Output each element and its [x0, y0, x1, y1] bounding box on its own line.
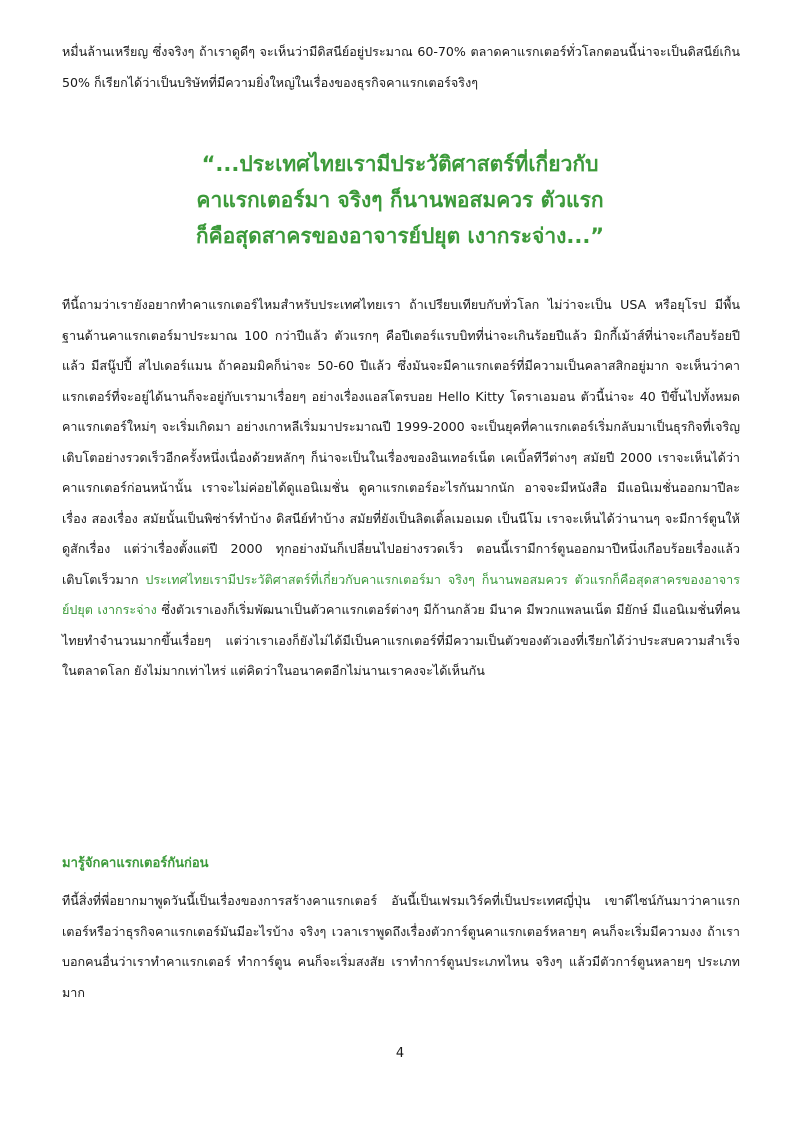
intro-paragraph: หมื่นล้านเหรียญ ซึ่งจริงๆ ถ้าเราดูดีๆ จะเห็นว่ามีดิสนีย์อยู่ประมาณ 60-70% ตลาดคาแรกเตอร์ทั่วโลกตอนนี้น่าจะเป็นดิสนีย์เกิน 50% ก็เรียกได้ว่าเป็นบริษัทที่มีความยิ่งใหญ่ในเรื่องของธุรกิจคาแรกเตอร์จริงๆ	[62, 44, 740, 90]
section-paragraph: ทีนี้สิ่งที่พี่อยากมาพูดวันนี้เป็นเรื่องของการสร้างคาแรกเตอร์ อันนี้เป็นเฟรมเวิร์คที่เป็นประเทศญี่ปุ่น เขาดีไซน์กันมาว่าคาแรกเตอร์หรือว่าธุรกิจคาแรกเตอร์มันมีอะไรบ้าง จริงๆ เวลาเราพูดถึงเรื่องตัวการ์ตูนคาแรกเตอร์หลายๆ คนก็จะเริ่มมีความงง ถ้าเราบอกคนอื่นว่าเราทำคาแรกเตอร์ ทำการ์ตูน คนก็จะเริ่มสงสัย เราทำการ์ตูนประเภทไหน จริงๆ แล้วมีตัวการ์ตูนหลายๆ ประเภทมาก	[62, 893, 740, 1000]
pull-quote	[120, 146, 680, 254]
pull-quote-line-1: “...ประเทศไทยเรามีประวัติศาสตร์ที่เกี่ยวกับ	[201, 152, 599, 176]
page-number: 4	[395, 1046, 405, 1061]
body-text-part-1: ทีนี้ถามว่าเรายังอยากทำคาแรกเตอร์ไหมสำหรับประเทศไทยเรา ถ้าเปรียบเทียบกับทั่วโลก ไม่ว่าจะเป็น USA หรือยุโรป มีพื้นฐานด้านคาแรกเตอร์มาประมาณ 100 กว่าปีแล้ว ตัวแรกๆ คือปีเตอร์แรบบิทที่น่าจะเกินร้อยปีแล้ว มิกกี้เม้าส์ที่น่าจะเกือบร้อยปีแล้ว มีสนู๊ปปี้ สไปเดอร์แมน ถ้าคอมมิคก็น่าจะ 50-60 ปีแล้ว ซึ่งมันจะมีคาแรกเตอร์ที่มีความเป็นคลาสสิกอยู่มาก จะเห็นว่าคาแรกเตอร์ที่จะอยู่ได้นานก็จะอยู่กับเรามาเรื่อยๆ อย่างเรื่องแอสโตรบอย Hello Kitty โดราเอมอน ตัวนี้น่าจะ 40 ปีขึ้นไปทั้งหมด คาแรกเตอร์ใหม่ๆ จะเริ่มเกิดมา อย่างเกาหลีเริ่มมาประมาณปี 1999-2000 จะเป็นยุคที่คาแรกเตอร์เริ่มกลับมาเป็นธุรกิจที่เจริญเติบโตอย่างรวดเร็วอีกครั้งหนึ่งเนื่องด้วยหลักๆ ก็น่าจะเป็นในเรื่องของอินเทอร์เน็ต เคเบิ้ลทีวีต่างๆ สมัยปี 2000 เราจะเห็นได้ว่าคาแรกเตอร์ก่อนหน้านั้น เราจะไม่ค่อยได้ดูแอนิเมชั่น ดูคาแรกเตอร์อะไรกันมากนัก อาจจะมีหนังสือ มีแอนิเมชั่นออกมาปีละเรื่อง สองเรื่อง สมัยนั้นเป็นพิซ่าร์ทำบ้าง ดิสนีย์ทำบ้าง สมัยที่ยังเป็นลิตเติ้ลเมอเมด เป็นนีโม เราจะเห็นได้ว่านานๆ จะมีการ์ตูนให้ดูสักเรื่อง แต่ว่าเรื่องตั้งแต่ปี 2000 ทุกอย่างมันก็เปลี่ยนไปอย่างรวดเร็ว ตอนนี้เรามีการ์ตูนออกมาปีหนึ่งเกือบร้อยเรื่องแล้ว เติบโตเร็วมาก	[62, 297, 740, 587]
body-paragraph	[62, 290, 740, 687]
pull-quote-line-2: คาแรกเตอร์มา จริงๆ ก็นานพอสมควร ตัวแรก	[196, 188, 604, 212]
section-heading: มารู้จักคาแรกเตอร์กันก่อน	[62, 856, 209, 871]
pull-quote-line-3: ก็คือสุดสาครของอาจารย์ปยุต เงากระจ่าง...”	[195, 224, 605, 248]
body-highlight-text: ประเทศไทยเรามีประวัติศาสตร์ที่เกี่ยวกับคาแรกเตอร์มา จริงๆ ก็นานพอสมควร ตัวแรกก็คือสุดสาครของอาจารย์ปยุต เงากระจ่าง	[62, 571, 740, 617]
body-text-part-2: ซึ่งตัวเราเองก็เริ่มพัฒนาเป็นตัวคาแรกเตอร์ต่างๆ มีก้านกล้วย มีนาค มีพวกแพลนเน็ต มียักษ์ มีแอนิเมชั่นที่คนไทยทำจำนวนมากขึ้นเรื่อยๆ แต่ว่าเราเองก็ยังไม่ได้มีเป็นคาแรกเตอร์ที่มีความเป็นตัวของตัวเองที่เรียกได้ว่าประสบความสำเร็จในตลาดโลก ยังไม่มากเท่าไหร่ แต่คิดว่าในอนาคตอีกไม่นานเราคงจะได้เห็นกัน	[62, 602, 740, 678]
